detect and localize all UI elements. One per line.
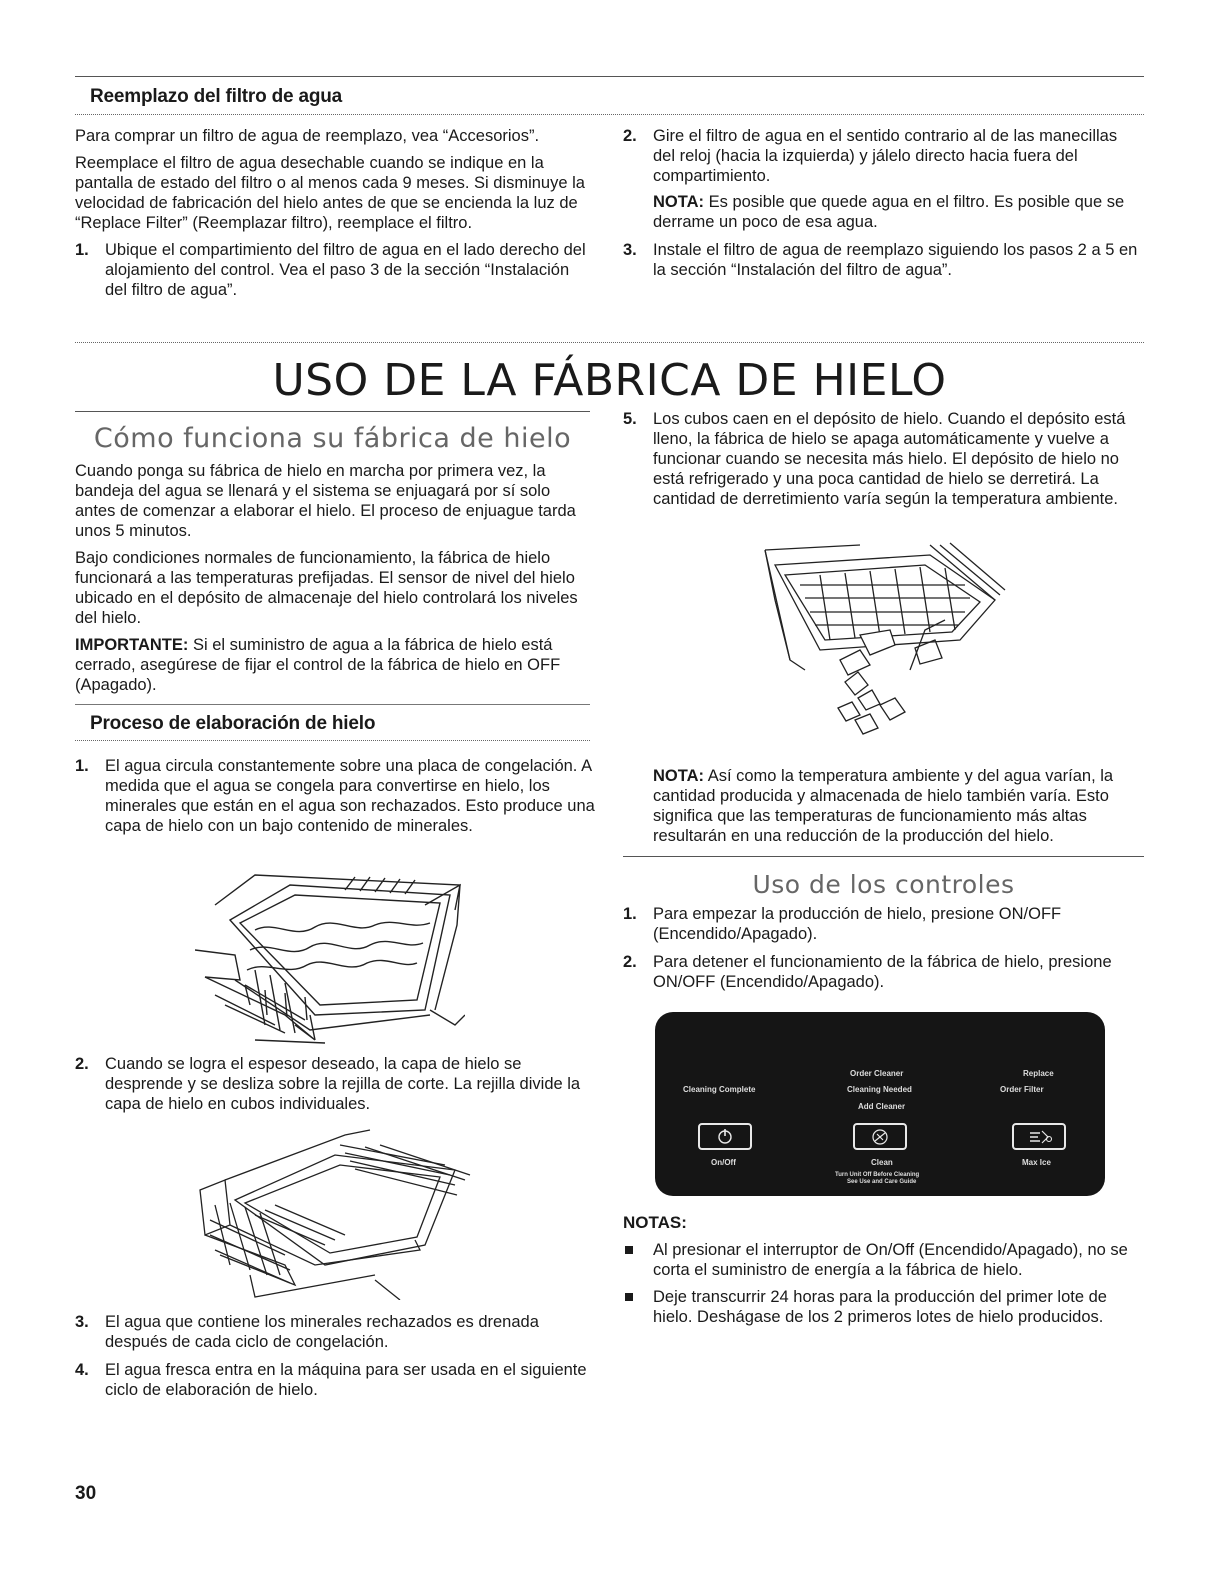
step-text: Gire el filtro de agua en el sentido contrario al de las manecillas del reloj (hacia la izquierda) y jálelo directo hacia fuera del compartimiento. <box>653 127 1118 185</box>
list-item <box>623 1287 1143 1327</box>
controls-title: Uso de los controles <box>752 870 1015 899</box>
list-item <box>75 1054 595 1114</box>
cutting-grid-illustration <box>195 1125 475 1300</box>
important-text: Si el suministro de agua a la fábrica de hielo está cerrado, asegúrese de fijar el control de la fábrica de hielo en OFF (Apagado). <box>75 636 561 694</box>
step-text: Para empezar la producción de hielo, presione ON/OFF (Encendido/Apagado). <box>653 905 1062 943</box>
step-number: 2. <box>75 1055 89 1073</box>
turn-off-warning: Turn Unit Off Before Cleaning <box>835 1172 920 1178</box>
note-label: NOTA: <box>653 193 705 211</box>
page-title: USO DE LA FÁBRICA DE HIELO <box>272 355 947 406</box>
notes-heading: NOTAS: <box>623 1213 687 1232</box>
paragraph: Bajo condiciones normales de funcionamiento, la fábrica de hielo funcionará a las temperaturas prefijadas. El sensor de nivel del hielo ubicado en el depósito de almacenaje del hielo controlará los niveles del hielo. <box>75 549 578 627</box>
list-item <box>623 409 1143 509</box>
list-item <box>75 1312 595 1352</box>
order-filter-indicator: Order Filter <box>1000 1085 1044 1094</box>
step-text: Para detener el funcionamiento de la fábrica de hielo, presione ON/OFF (Encendido/Apagado). <box>653 953 1112 991</box>
note <box>653 766 1143 846</box>
ice-cubes-illustration <box>760 540 1010 755</box>
how-it-works-body <box>75 461 595 702</box>
step-text: Cuando se logra el espesor deseado, la capa de hielo se desprende y se desliza sobre la rejilla de corte. La rejilla divide la capa de hielo en cubos individuales. <box>105 1055 581 1113</box>
cleaning-complete-indicator: Cleaning Complete <box>683 1085 756 1094</box>
step-text: Ubique el compartimiento del filtro de agua en el lado derecho del alojamiento del control. Vea el paso 3 de la sección “Instalación del filtro de agua”. <box>105 241 586 299</box>
list-item <box>623 1240 1143 1280</box>
step-number: 2. <box>623 127 637 145</box>
note-text: Es posible que quede agua en el filtro. Es posible que se derrame un poco de esa agua. <box>653 193 1125 231</box>
replace-indicator: Replace <box>1023 1069 1054 1078</box>
clean-icon <box>855 1125 905 1148</box>
process-heading: Proceso de elaboración de hielo <box>90 713 376 734</box>
order-cleaner-indicator: Order Cleaner <box>850 1069 904 1078</box>
paragraph: Reemplace el filtro de agua desechable cuando se indique en la pantalla de estado del filtro o al menos cada 9 meses. Si disminuye la velocidad de fabricación del hielo antes de que se encienda la luz de “Replace Filter” (Reemplazar filtro), reemplace el filtro. <box>75 154 585 232</box>
note <box>653 192 1143 232</box>
controls-rule <box>623 856 1144 857</box>
power-icon <box>700 1125 750 1148</box>
step-number: 5. <box>623 410 637 428</box>
max-ice-label: Max Ice <box>1022 1158 1051 1167</box>
ice-level-note <box>653 766 1143 853</box>
bullet-icon <box>625 1293 633 1301</box>
control-panel <box>655 1012 1105 1196</box>
max-ice-button[interactable] <box>1012 1123 1066 1150</box>
step-number: 1. <box>623 905 637 923</box>
process-rule <box>75 704 590 705</box>
see-guide-warning: See Use and Care Guide <box>847 1179 917 1185</box>
step-number: 3. <box>75 1313 89 1331</box>
important-note <box>75 635 595 695</box>
list-item <box>623 240 1143 280</box>
list-item <box>75 756 595 836</box>
top-right-column <box>623 126 1143 288</box>
note-text: Deje transcurrir 24 horas para la producción del primer lote de hielo. Deshágase de los 2 primeros lotes de hielo producidos. <box>653 1288 1107 1326</box>
note-label: NOTA: <box>653 767 705 785</box>
notes-list <box>623 1240 1143 1334</box>
process-step-1 <box>75 756 595 844</box>
step-number: 4. <box>75 1361 89 1379</box>
process-underline <box>75 740 590 741</box>
clean-button[interactable] <box>853 1123 907 1150</box>
max-ice-icon <box>1014 1125 1064 1148</box>
list-item <box>623 126 1143 232</box>
page-number: 30 <box>75 1483 97 1504</box>
step-number: 1. <box>75 757 89 775</box>
step-text: El agua fresca entra en la máquina para ser usada en el siguiente ciclo de elaboración de hielo. <box>105 1361 587 1399</box>
important-label: IMPORTANTE: <box>75 636 189 654</box>
cleaning-needed-indicator: Cleaning Needed <box>847 1085 912 1094</box>
top-left-column <box>75 126 595 308</box>
paragraph: Cuando ponga su fábrica de hielo en marcha por primera vez, la bandeja del agua se llenará y el sistema se enjuagará por sí solo antes de comenzar a elaborar el hielo. El proceso de enjuague tarda unos 5 minutos. <box>75 462 576 540</box>
bullet-icon <box>625 1246 633 1254</box>
top-rule <box>75 76 1144 77</box>
paragraph: Para comprar un filtro de agua de reemplazo, vea “Accesorios”. <box>75 127 540 145</box>
on-off-label: On/Off <box>711 1158 736 1167</box>
step-text: El agua circula constantemente sobre una placa de congelación. A medida que el agua se congela para convertirse en hielo, los minerales que están en el agua son rechazados. Esto produce una capa de hielo con un bajo contenido de minerales. <box>105 757 595 835</box>
process-step-2 <box>75 1054 595 1122</box>
how-rule <box>75 411 590 412</box>
process-steps-3-4 <box>75 1312 595 1408</box>
add-cleaner-indicator: Add Cleaner <box>858 1102 906 1111</box>
step-number: 2. <box>623 953 637 971</box>
controls-steps <box>623 904 1143 1000</box>
process-step-5 <box>623 409 1143 517</box>
on-off-button[interactable] <box>698 1123 752 1150</box>
step-number: 3. <box>623 241 637 259</box>
list-item <box>75 240 595 300</box>
section-divider <box>75 342 1144 343</box>
note-text: Así como la temperatura ambiente y del agua varían, la cantidad producida y almacenada de hielo también varía. Esto significa que las temperaturas de funcionamiento más altas resultarán en una reducción de la producción del hielo. <box>653 767 1114 845</box>
how-it-works-title: Cómo funciona su fábrica de hielo <box>93 423 572 454</box>
step-text: El agua que contiene los minerales rechazados es drenada después de cada ciclo de congelación. <box>105 1313 539 1351</box>
step-text: Instale el filtro de agua de reemplazo siguiendo los pasos 2 a 5 en la sección “Instalación del filtro de agua”. <box>653 241 1138 279</box>
filter-replacement-heading: Reemplazo del filtro de agua <box>90 86 343 107</box>
list-item <box>75 1360 595 1400</box>
list-item <box>623 904 1143 944</box>
heading-underline <box>75 114 1144 115</box>
step-number: 1. <box>75 241 89 259</box>
freezing-plate-illustration <box>195 865 465 1045</box>
note-text: Al presionar el interruptor de On/Off (Encendido/Apagado), no se corta el suministro de energía a la fábrica de hielo. <box>653 1241 1128 1279</box>
step-text: Los cubos caen en el depósito de hielo. Cuando el depósito está lleno, la fábrica de hielo se apaga automáticamente y vuelve a funcionar cuando se necesita más hielo. El depósito de hielo no está refrigerado y una poca cantidad de hielo se derretirá. La cantidad de derretimiento varía según la temperatura ambiente. <box>653 410 1126 508</box>
list-item <box>623 952 1143 992</box>
clean-label: Clean <box>871 1158 893 1167</box>
